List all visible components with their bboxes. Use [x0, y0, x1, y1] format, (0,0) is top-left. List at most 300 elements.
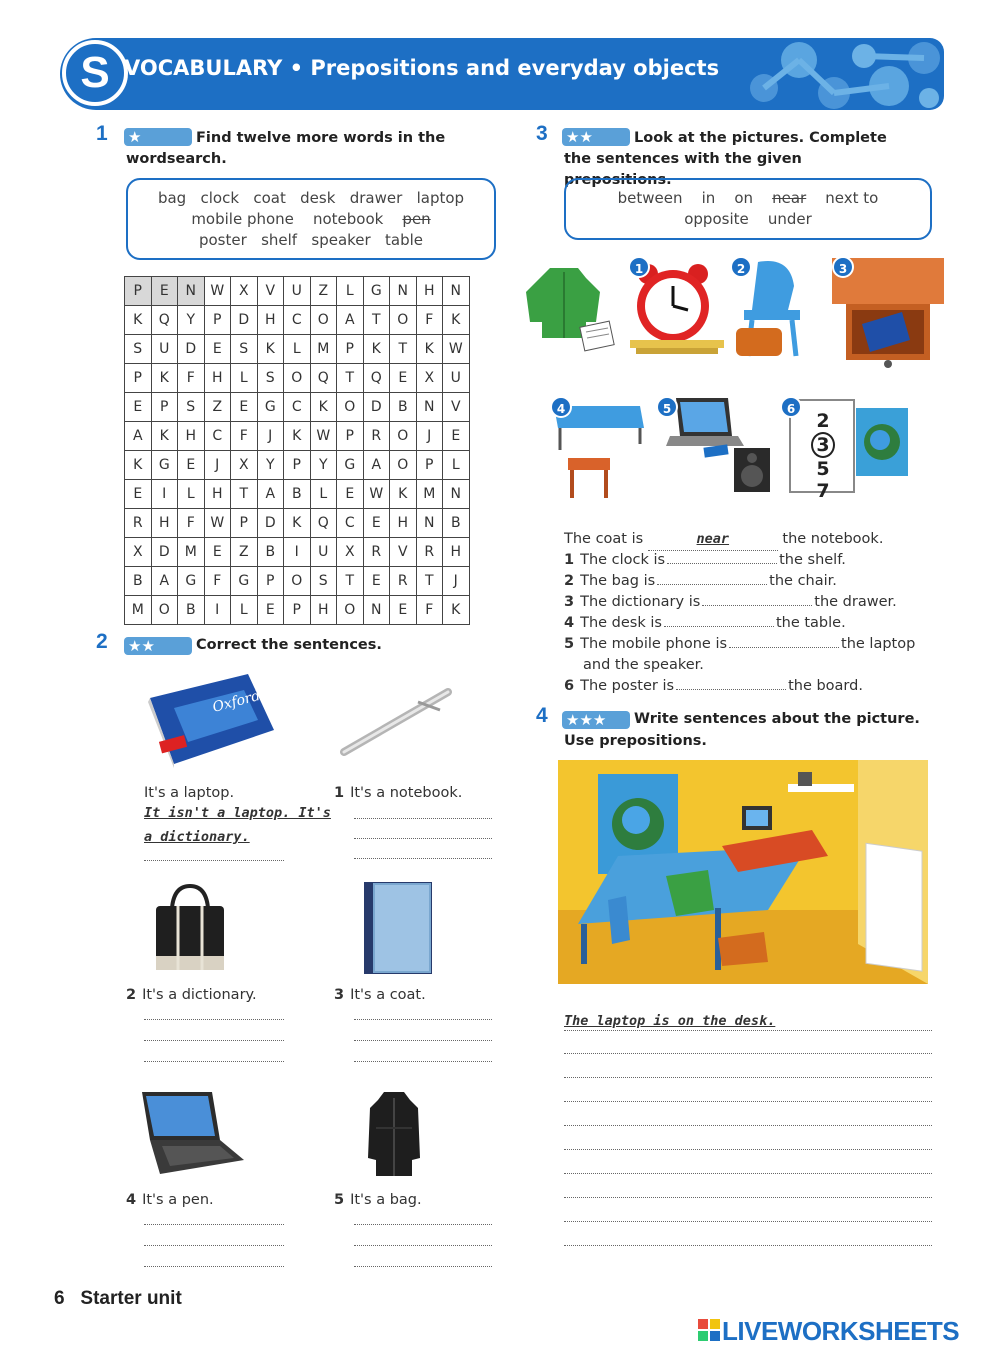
grid-cell[interactable]: D	[178, 335, 205, 364]
answer-line[interactable]	[354, 1061, 492, 1062]
word-line-1	[128, 188, 494, 209]
ex3-sentence	[564, 613, 944, 634]
answer-line[interactable]	[144, 1266, 284, 1267]
answer-line[interactable]	[564, 1245, 932, 1246]
grid-cell[interactable]: K	[284, 422, 311, 451]
grid-cell[interactable]: T	[337, 567, 364, 596]
item-number: 4	[564, 615, 575, 631]
grid-cell[interactable]: X	[125, 538, 152, 567]
grid-cell[interactable]: J	[204, 451, 231, 480]
item-number: 2	[564, 573, 575, 589]
grid-cell[interactable]: A	[151, 567, 178, 596]
notebook-image	[362, 880, 434, 976]
grid-cell[interactable]: U	[443, 364, 470, 393]
grid-cell[interactable]: F	[178, 509, 205, 538]
answer-line[interactable]	[354, 818, 492, 819]
grid-cell[interactable]: M	[125, 596, 152, 625]
grid-row	[125, 567, 470, 596]
grid-cell[interactable]: H	[178, 422, 205, 451]
grid-cell[interactable]: O	[390, 422, 417, 451]
ex2-item-3	[334, 985, 426, 1006]
grid-cell[interactable]: E	[151, 277, 178, 306]
laptop-image	[136, 1088, 248, 1176]
grid-cell[interactable]: I	[284, 538, 311, 567]
grid-cell[interactable]: X	[337, 538, 364, 567]
struck-word: near	[772, 189, 807, 207]
board-numbers	[808, 410, 838, 502]
grid-row	[125, 306, 470, 335]
grid-cell[interactable]: P	[337, 422, 364, 451]
grid-row	[125, 364, 470, 393]
grid-cell[interactable]: L	[337, 277, 364, 306]
grid-cell[interactable]: P	[257, 567, 284, 596]
grid-cell[interactable]: S	[231, 335, 258, 364]
grid-cell[interactable]: H	[204, 364, 231, 393]
grid-cell[interactable]: D	[257, 509, 284, 538]
ex4-stars: ★★★	[562, 711, 630, 729]
word-line-2	[128, 209, 494, 230]
item-text: It's a notebook.	[350, 785, 463, 801]
ex3-example	[564, 529, 883, 551]
pic-badge-1: 1	[628, 256, 650, 278]
grid-cell[interactable]: T	[363, 306, 390, 335]
page-footer	[54, 1288, 182, 1310]
item-number: 3	[334, 987, 345, 1003]
answer-line[interactable]	[144, 1061, 284, 1062]
grid-cell[interactable]: B	[443, 509, 470, 538]
grid-row	[125, 596, 470, 625]
word: bag	[157, 189, 187, 207]
sentence-end: the laptop	[841, 636, 916, 652]
answer-blank[interactable]	[676, 676, 786, 690]
grid-cell[interactable]: D	[151, 538, 178, 567]
grid-cell[interactable]: Y	[257, 451, 284, 480]
board-number: 3	[811, 432, 835, 458]
grid-cell[interactable]: A	[337, 306, 364, 335]
grid-cell[interactable]: O	[151, 596, 178, 625]
grid-cell[interactable]: G	[337, 451, 364, 480]
grid-cell[interactable]: Q	[151, 306, 178, 335]
grid-cell[interactable]: H	[443, 538, 470, 567]
dictionary-image	[144, 668, 278, 768]
preposition: opposite	[684, 210, 749, 228]
grid-cell[interactable]: F	[416, 596, 443, 625]
grid-cell[interactable]: O	[310, 306, 337, 335]
pen-image	[336, 684, 460, 758]
board-number: 2	[816, 410, 830, 432]
grid-cell[interactable]: K	[310, 393, 337, 422]
grid-cell[interactable]: P	[231, 509, 258, 538]
grid-cell[interactable]: F	[178, 364, 205, 393]
grid-cell[interactable]: T	[231, 480, 258, 509]
ex3-stars: ★★	[562, 128, 630, 146]
answer-line[interactable]	[564, 1077, 932, 1078]
grid-cell[interactable]: O	[284, 364, 311, 393]
grid-cell[interactable]: O	[390, 451, 417, 480]
grid-cell[interactable]: G	[151, 451, 178, 480]
word: drawer	[349, 189, 403, 207]
item-text: It's a pen.	[142, 1192, 214, 1208]
grid-cell[interactable]: X	[416, 364, 443, 393]
grid-cell[interactable]: Z	[310, 277, 337, 306]
grid-cell[interactable]: E	[363, 509, 390, 538]
ex3-instruction: Look at the pictures. Complete the sentences with the given prepositions.	[564, 130, 887, 188]
item-text: It's a bag.	[350, 1192, 422, 1208]
answer-line[interactable]	[564, 1125, 932, 1126]
grid-cell[interactable]: P	[204, 306, 231, 335]
grid-cell[interactable]: R	[416, 538, 443, 567]
ex3-sentence-list	[564, 550, 944, 697]
grid-cell[interactable]: P	[416, 451, 443, 480]
word: clock	[200, 189, 240, 207]
grid-cell[interactable]: T	[390, 335, 417, 364]
grid-cell[interactable]: U	[310, 538, 337, 567]
grid-row	[125, 393, 470, 422]
grid-cell[interactable]: E	[363, 567, 390, 596]
grid-cell[interactable]: K	[416, 335, 443, 364]
grid-cell[interactable]: X	[231, 451, 258, 480]
brand-text: LIVEWORKSHEETS	[722, 1316, 960, 1346]
word: notebook	[312, 210, 384, 228]
grid-cell[interactable]: G	[178, 567, 205, 596]
answer-blank[interactable]	[702, 592, 812, 606]
grid-cell[interactable]: K	[284, 509, 311, 538]
word: coat	[253, 189, 286, 207]
grid-cell[interactable]: G	[231, 567, 258, 596]
preposition: in	[701, 189, 716, 207]
answer-blank[interactable]	[664, 613, 774, 627]
ex3-word-box	[564, 178, 932, 240]
answer-line[interactable]	[144, 1019, 284, 1020]
grid-cell[interactable]: P	[125, 277, 152, 306]
example-answer: near	[696, 531, 730, 547]
grid-cell[interactable]: A	[363, 451, 390, 480]
grid-cell[interactable]: R	[390, 567, 417, 596]
answer-line[interactable]	[354, 1040, 492, 1041]
grid-cell[interactable]: V	[443, 393, 470, 422]
grid-cell[interactable]: S	[178, 393, 205, 422]
item-number: 3	[564, 594, 575, 610]
ex3-sentence	[564, 676, 944, 697]
grid-cell[interactable]: B	[284, 480, 311, 509]
classroom-image	[558, 760, 928, 984]
unit-badge: S	[62, 40, 128, 106]
grid-cell[interactable]: H	[310, 596, 337, 625]
grid-cell[interactable]: F	[416, 306, 443, 335]
grid-cell[interactable]: A	[257, 480, 284, 509]
sentence-end: the board.	[788, 678, 863, 694]
grid-cell[interactable]: K	[443, 596, 470, 625]
answer-blank[interactable]	[729, 634, 839, 648]
word-line-3	[128, 230, 494, 251]
pic-badge-4: 4	[550, 396, 572, 418]
liveworksheets-logo[interactable]	[698, 1316, 959, 1347]
grid-cell[interactable]: Z	[231, 538, 258, 567]
grid-cell[interactable]: R	[125, 509, 152, 538]
ex2-example-sentence: It's a laptop.	[144, 785, 235, 801]
grid-cell[interactable]: B	[390, 393, 417, 422]
grid-cell[interactable]: E	[257, 596, 284, 625]
grid-cell[interactable]: H	[204, 480, 231, 509]
ex1-stars: ★	[124, 128, 192, 146]
grid-cell[interactable]: K	[151, 422, 178, 451]
grid-cell[interactable]: E	[231, 393, 258, 422]
grid-cell[interactable]: L	[231, 596, 258, 625]
grid-cell[interactable]: P	[151, 393, 178, 422]
ex1-word-box	[126, 178, 496, 260]
ex4-instruction-1: Write sentences about the picture.	[634, 711, 920, 727]
sentence-end: the chair.	[769, 573, 837, 589]
decorative-pattern	[724, 38, 944, 110]
grid-cell[interactable]: K	[390, 480, 417, 509]
grid-cell[interactable]: E	[178, 451, 205, 480]
answer-line[interactable]	[144, 1245, 284, 1246]
ex2-example-answer-2: a dictionary.	[144, 829, 250, 845]
grid-cell[interactable]: Y	[178, 306, 205, 335]
grid-cell[interactable]: L	[443, 451, 470, 480]
answer-line[interactable]	[144, 1224, 284, 1225]
grid-cell[interactable]: D	[231, 306, 258, 335]
grid-cell[interactable]: B	[125, 567, 152, 596]
answer-line[interactable]	[564, 1101, 932, 1102]
item-number: 1	[564, 552, 575, 568]
grid-cell[interactable]: K	[257, 335, 284, 364]
grid-cell[interactable]: M	[416, 480, 443, 509]
ex4-example-answer: The laptop is on the desk.	[564, 1013, 776, 1029]
item-number: 6	[564, 678, 575, 694]
answer-line[interactable]	[564, 1197, 932, 1198]
grid-cell[interactable]: S	[125, 335, 152, 364]
grid-cell[interactable]: P	[284, 451, 311, 480]
answer-line[interactable]	[564, 1149, 932, 1150]
grid-cell[interactable]: H	[257, 306, 284, 335]
grid-cell[interactable]: N	[390, 277, 417, 306]
wordsearch-grid	[124, 276, 470, 625]
grid-cell[interactable]: W	[363, 480, 390, 509]
grid-cell[interactable]: C	[284, 306, 311, 335]
grid-cell[interactable]: Q	[363, 364, 390, 393]
word: mobile phone	[191, 210, 294, 228]
grid-cell[interactable]: C	[284, 393, 311, 422]
item-text: It's a coat.	[350, 987, 426, 1003]
grid-cell[interactable]: V	[390, 538, 417, 567]
dictionary-title: Oxford	[210, 687, 263, 716]
grid-cell[interactable]: Q	[310, 509, 337, 538]
grid-cell[interactable]: D	[363, 393, 390, 422]
ex3-sentence-continuation: and the speaker.	[583, 657, 704, 673]
word: poster	[198, 231, 247, 249]
grid-cell[interactable]: O	[284, 567, 311, 596]
pic-badge-5: 5	[656, 396, 678, 418]
ex1-instruction: Find twelve more words in the wordsearch.	[126, 130, 446, 167]
item-number: 2	[126, 987, 137, 1003]
answer-line[interactable]	[564, 1221, 932, 1222]
grid-cell[interactable]: I	[204, 596, 231, 625]
answer-line[interactable]	[144, 860, 284, 861]
grid-cell[interactable]: G	[363, 277, 390, 306]
grid-cell[interactable]: B	[257, 538, 284, 567]
grid-cell[interactable]: R	[363, 422, 390, 451]
coat-notebook-image	[520, 262, 620, 352]
grid-cell[interactable]: W	[204, 277, 231, 306]
grid-cell[interactable]: E	[390, 364, 417, 393]
grid-cell[interactable]: E	[443, 422, 470, 451]
grid-cell[interactable]: B	[178, 596, 205, 625]
grid-cell[interactable]: E	[125, 393, 152, 422]
example-blank	[648, 529, 778, 551]
grid-cell[interactable]: V	[257, 277, 284, 306]
grid-row	[125, 277, 470, 306]
grid-cell[interactable]: J	[416, 422, 443, 451]
grid-cell[interactable]: T	[337, 364, 364, 393]
logo-grid-icon	[698, 1319, 722, 1343]
grid-cell[interactable]: N	[443, 277, 470, 306]
grid-cell[interactable]: C	[337, 509, 364, 538]
grid-cell[interactable]: K	[125, 451, 152, 480]
pic-badge-6: 6	[780, 396, 802, 418]
grid-cell[interactable]: L	[178, 480, 205, 509]
grid-cell[interactable]: E	[204, 538, 231, 567]
ex2-header	[124, 636, 192, 655]
grid-cell[interactable]: O	[337, 393, 364, 422]
grid-cell[interactable]: H	[416, 277, 443, 306]
grid-cell[interactable]: E	[125, 480, 152, 509]
answer-line[interactable]	[354, 1245, 492, 1246]
page-number: 6	[54, 1288, 65, 1309]
sentence-start: The mobile phone is	[580, 636, 728, 652]
answer-line[interactable]	[354, 838, 492, 839]
grid-cell[interactable]: O	[337, 596, 364, 625]
preposition: on	[734, 189, 754, 207]
grid-cell[interactable]: A	[125, 422, 152, 451]
grid-cell[interactable]: N	[416, 509, 443, 538]
ex2-item-2	[126, 985, 257, 1006]
answer-line[interactable]	[354, 858, 492, 859]
grid-cell[interactable]: K	[151, 364, 178, 393]
ex3-sentence	[564, 571, 944, 592]
ex2-stars: ★★	[124, 637, 192, 655]
ex1-number: 1	[96, 122, 108, 145]
grid-row	[125, 335, 470, 364]
grid-cell[interactable]: W	[204, 509, 231, 538]
answer-line[interactable]	[564, 1053, 932, 1054]
answer-blank[interactable]	[657, 571, 767, 585]
grid-cell[interactable]: Z	[204, 393, 231, 422]
answer-line[interactable]	[564, 1030, 932, 1031]
grid-cell[interactable]: Y	[310, 451, 337, 480]
grid-cell[interactable]: K	[125, 306, 152, 335]
grid-row	[125, 538, 470, 567]
answer-line[interactable]	[354, 1019, 492, 1020]
grid-cell[interactable]: N	[178, 277, 205, 306]
sentence-start: The bag is	[580, 573, 656, 589]
grid-cell[interactable]: J	[443, 567, 470, 596]
grid-row	[125, 451, 470, 480]
grid-cell[interactable]: S	[310, 567, 337, 596]
grid-cell[interactable]: N	[443, 480, 470, 509]
grid-cell[interactable]: H	[151, 509, 178, 538]
grid-cell[interactable]: L	[231, 364, 258, 393]
answer-line[interactable]	[354, 1266, 492, 1267]
answer-line[interactable]	[564, 1173, 932, 1174]
grid-cell[interactable]: C	[204, 422, 231, 451]
answer-blank[interactable]	[667, 550, 777, 564]
ex2-item-4	[126, 1190, 214, 1211]
sentence-end: the table.	[775, 615, 846, 631]
grid-cell[interactable]: M	[310, 335, 337, 364]
preposition: under	[767, 210, 812, 228]
grid-cell[interactable]: E	[204, 335, 231, 364]
word: desk	[300, 189, 336, 207]
grid-cell[interactable]: X	[231, 277, 258, 306]
word: shelf	[261, 231, 298, 249]
grid-cell[interactable]: P	[125, 364, 152, 393]
grid-cell[interactable]: L	[310, 480, 337, 509]
grid-cell[interactable]: T	[416, 567, 443, 596]
grid-cell[interactable]: N	[363, 596, 390, 625]
grid-cell[interactable]: F	[204, 567, 231, 596]
grid-row	[125, 509, 470, 538]
ex3-sentence	[564, 634, 944, 655]
sentence-end: the shelf.	[779, 552, 846, 568]
item-number: 5	[334, 1192, 345, 1208]
sentence-end: the drawer.	[814, 594, 897, 610]
item-number: 4	[126, 1192, 137, 1208]
ex3-number: 3	[536, 122, 548, 145]
pic-badge-3: 3	[832, 256, 854, 278]
word: laptop	[416, 189, 465, 207]
page-title: VOCABULARY • Prepositions and everyday objects	[124, 56, 720, 80]
answer-line[interactable]	[354, 1224, 492, 1225]
ex4-header	[562, 710, 630, 729]
ex3-sentence	[564, 550, 944, 571]
unit-name: Starter unit	[80, 1288, 182, 1309]
grid-cell[interactable]: L	[284, 335, 311, 364]
grid-cell[interactable]: I	[151, 480, 178, 509]
grid-cell[interactable]: F	[231, 422, 258, 451]
grid-cell[interactable]: P	[284, 596, 311, 625]
grid-cell[interactable]: S	[257, 364, 284, 393]
grid-cell[interactable]: H	[390, 509, 417, 538]
ex4-number: 4	[536, 704, 548, 727]
grid-cell[interactable]: N	[416, 393, 443, 422]
grid-cell[interactable]: U	[284, 277, 311, 306]
pic-badge-2: 2	[730, 256, 752, 278]
grid-cell[interactable]: E	[337, 480, 364, 509]
grid-cell[interactable]: K	[443, 306, 470, 335]
grid-cell[interactable]: Q	[310, 364, 337, 393]
grid-cell[interactable]: M	[178, 538, 205, 567]
ex4-instruction-2: Use prepositions.	[564, 733, 707, 749]
grid-cell[interactable]: K	[363, 335, 390, 364]
ex2-item-1	[334, 783, 462, 804]
grid-cell[interactable]: R	[363, 538, 390, 567]
grid-row	[125, 422, 470, 451]
ex2-example-answer-1: It isn't a laptop. It's	[144, 805, 331, 821]
grid-cell[interactable]: G	[257, 393, 284, 422]
grid-cell[interactable]: U	[151, 335, 178, 364]
grid-cell[interactable]: W	[310, 422, 337, 451]
grid-cell[interactable]: E	[390, 596, 417, 625]
grid-cell[interactable]: W	[443, 335, 470, 364]
grid-cell[interactable]: P	[337, 335, 364, 364]
ex3-sentence	[564, 592, 944, 613]
ex2-number: 2	[96, 630, 108, 653]
answer-line[interactable]	[144, 1040, 284, 1041]
sentence-start: The poster is	[580, 678, 675, 694]
grid-cell[interactable]: O	[390, 306, 417, 335]
grid-cell[interactable]: J	[257, 422, 284, 451]
